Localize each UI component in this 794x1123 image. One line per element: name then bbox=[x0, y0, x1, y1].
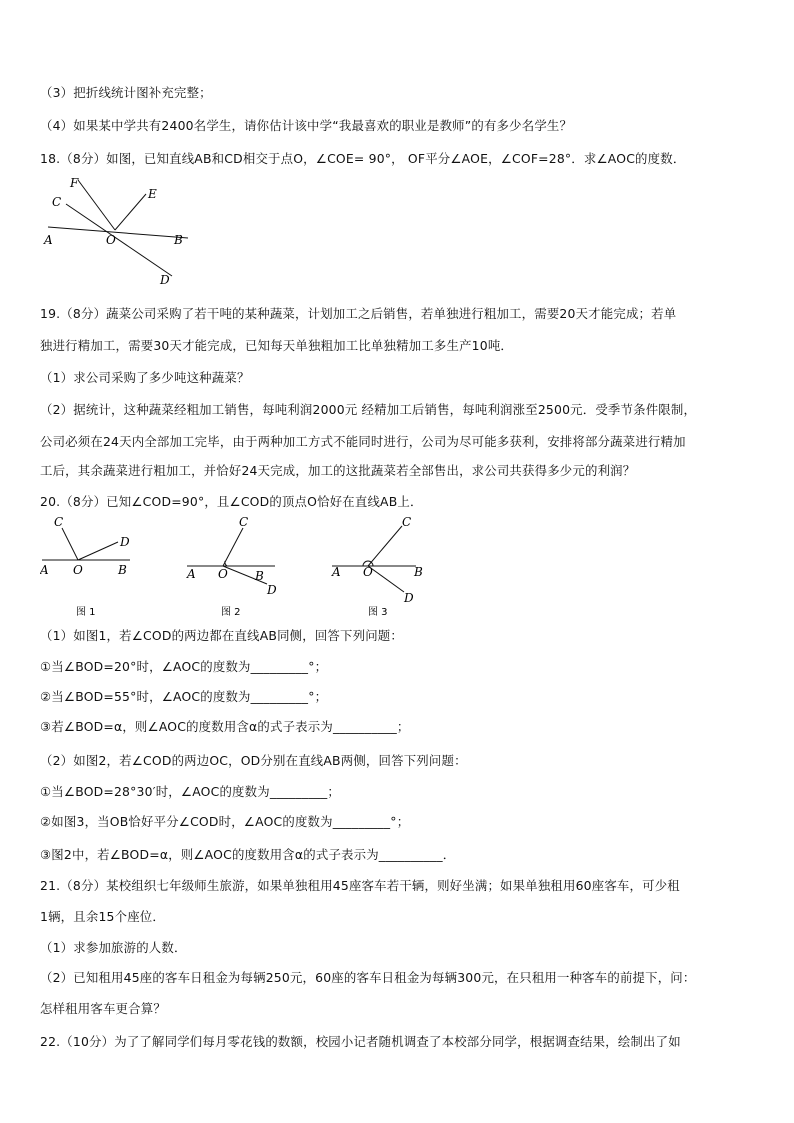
label-f: F bbox=[70, 176, 79, 190]
q18-figure bbox=[40, 172, 200, 290]
q20-part2-item1: ①当∠BOD=28°30′时，∠AOC的度数为_________； bbox=[40, 784, 340, 799]
ray-od bbox=[78, 542, 118, 560]
ray-oc bbox=[223, 528, 243, 566]
label-d: D bbox=[160, 273, 170, 287]
q21-part2-1: （2）已知租用45座的客车日租金为每辆250元，60座的客车日租金为每辆300元，在只租用一种客车的前提下，问： bbox=[40, 970, 696, 985]
label-c: C bbox=[54, 515, 64, 529]
label-b: B bbox=[174, 233, 183, 247]
q19-part1: （1）求公司采购了多少吨这种蔬菜？ bbox=[40, 370, 250, 385]
q21-part2-2: 怎样租用客车更合算？ bbox=[40, 1001, 166, 1016]
q20-part2: （2）如图2，若∠COD的两边OC，OD分别在直线AB两侧，回答下列问题： bbox=[40, 753, 467, 768]
label-d: D bbox=[120, 535, 130, 549]
label-a: A bbox=[187, 567, 196, 581]
q19-part2-3: 工后，其余蔬菜进行粗加工，并恰好24天完成，加工的这批蔬菜若全部售出，求公司共获得多少元的利润？ bbox=[40, 463, 636, 478]
line-cd bbox=[66, 204, 172, 276]
q22-stem: 22.（10分）为了了解同学们每月零花钱的数额，校园小记者随机调查了本校部分同学，根据调查结果，绘制出了如 bbox=[40, 1034, 681, 1049]
label-e: E bbox=[148, 187, 157, 201]
q17-part4: （4）如果某中学共有2400名学生，请你估计该中学“我最喜欢的职业是教师”的有多少名学生？ bbox=[40, 118, 573, 133]
label-c: C bbox=[52, 195, 62, 209]
ray-oe bbox=[115, 194, 146, 230]
q21-part1: （1）求参加旅游的人数． bbox=[40, 940, 187, 955]
label-d: D bbox=[404, 591, 414, 605]
q20-part2-item2: ②如图3，当OB恰好平分∠COD时，∠AOC的度数为_________°； bbox=[40, 814, 410, 829]
q20-stem: 20.（8分）已知∠COD=90°，且∠COD的顶点O恰好在直线AB上． bbox=[40, 494, 423, 509]
label-o: O bbox=[218, 567, 228, 581]
q21-stem-1: 21.（8分）某校组织七年级师生旅游，如果单独租用45座客车若干辆，则好坐满；如果单独租用60座客车，可少租 bbox=[40, 878, 680, 893]
label-b: B bbox=[118, 563, 127, 577]
figure-caption: 图 1 bbox=[76, 607, 96, 618]
label-b: B bbox=[414, 565, 423, 579]
q19-part2-1: （2）据统计，这种蔬菜经粗加工销售，每吨利润2000元 经精加工后销售，每吨利润涨至2500元．受季节条件限制， bbox=[40, 402, 697, 417]
label-c: C bbox=[239, 515, 249, 529]
q20-figure-2 bbox=[185, 514, 295, 620]
q20-part1-item2: ②当∠BOD=55°时，∠AOC的度数为_________°； bbox=[40, 689, 328, 704]
label-a: A bbox=[44, 233, 53, 247]
label-a: A bbox=[40, 563, 49, 577]
q20-figure-1 bbox=[40, 514, 150, 620]
ray-of bbox=[78, 180, 115, 230]
q19-part2-2: 公司必须在24天内全部加工完毕，由于两种加工方式不能同时进行，公司为尽可能多获利，安排将部分蔬菜进行精加 bbox=[40, 434, 686, 449]
ray-oc bbox=[62, 528, 78, 560]
q20-part2-item3: ③图2中，若∠BOD=α，则∠AOC的度数用含α的式子表示为__________． bbox=[40, 847, 456, 862]
figure-caption: 图 3 bbox=[368, 607, 388, 618]
q20-figure-3 bbox=[330, 514, 440, 620]
ray-od bbox=[368, 566, 404, 592]
ray-oc bbox=[368, 526, 402, 566]
q20-part1-item3: ③若∠BOD=α，则∠AOC的度数用含α的式子表示为__________； bbox=[40, 719, 410, 734]
line-ab bbox=[48, 227, 188, 238]
q19-stem-1: 19.（8分）蔬菜公司采购了若干吨的某种蔬菜，计划加工之后销售，若单独进行粗加工，需要20天才能完成；若单 bbox=[40, 306, 677, 321]
figure-caption: 图 2 bbox=[221, 607, 241, 618]
label-o: O bbox=[363, 565, 373, 579]
q21-stem-2: 1辆，且余15个座位． bbox=[40, 909, 165, 924]
q20-part1-item1: ①当∠BOD=20°时，∠AOC的度数为_________°； bbox=[40, 659, 328, 674]
angle-mark bbox=[225, 561, 227, 566]
q17-part3: （3）把折线统计图补充完整； bbox=[40, 85, 212, 100]
label-a: A bbox=[332, 565, 341, 579]
label-o: O bbox=[73, 563, 83, 577]
label-d: D bbox=[267, 583, 277, 597]
label-b: B bbox=[255, 569, 264, 583]
label-c: C bbox=[402, 515, 412, 529]
q18-stem: 18.（8分）如图，已知直线AB和CD相交于点O，∠COE= 90°， OF平分∠AOE，∠COF=28°．求∠AOC的度数． bbox=[40, 151, 686, 166]
q19-stem-2: 独进行精加工，需要30天才能完成，已知每天单独粗加工比单独精加工多生产10吨． bbox=[40, 338, 514, 353]
label-o: O bbox=[106, 233, 116, 247]
q20-part1: （1）如图1，若∠COD的两边都在直线AB同侧，回答下列问题： bbox=[40, 628, 403, 643]
